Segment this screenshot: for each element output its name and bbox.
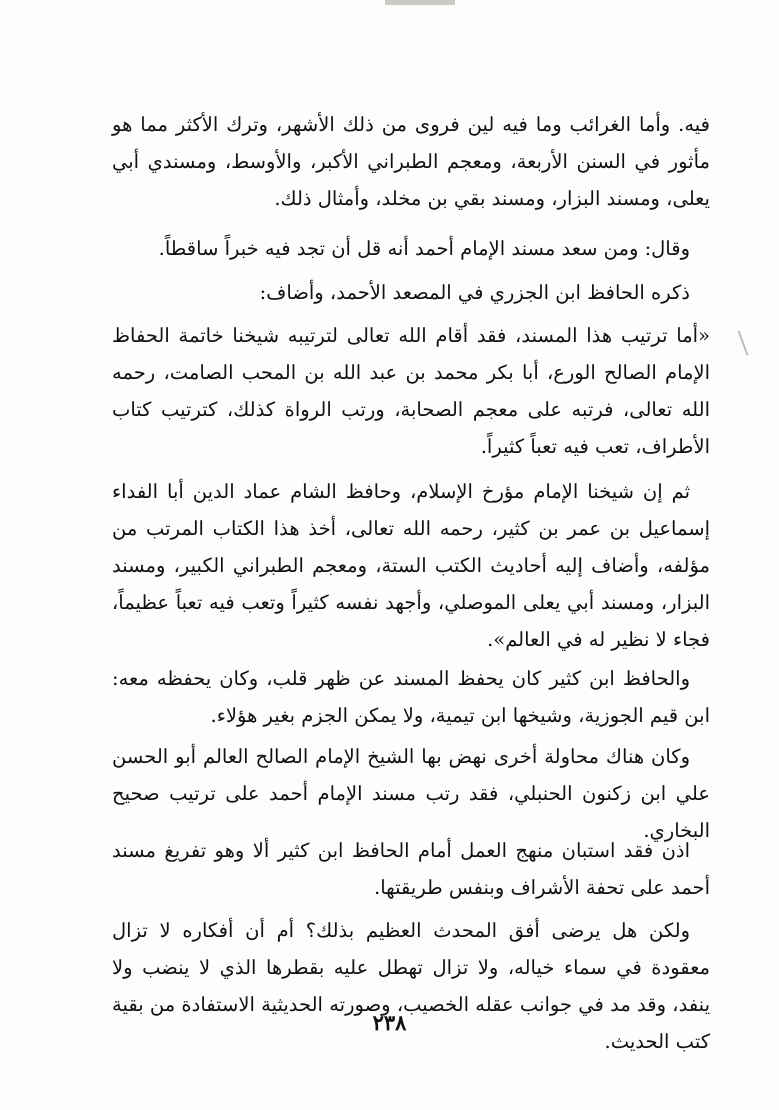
page-number: ٢٣٨ (372, 1010, 407, 1035)
paragraph-9: ولكن هل يرضى أفق المحدث العظيم بذلك؟ أم أن أفكاره لا تزال معقودة في سماء خياله، ولا تزال تهطل عليه بقطرها الذي لا ينضب ولا ينفد، وقد مد في جوانب عقله الخصيب، وصورته الحديثية الاستفادة من بقية كتب الحديث. (112, 918, 710, 1053)
paragraph-6: والحافظ ابن كثير كان يحفظ المسند عن ظهر قلب، وكان يحفظه معه: ابن قيم الجوزية، وشيخها ابن تيمية، ولا يمكن الجزم بغير هؤلاء. (112, 666, 710, 727)
scan-edge-mark (385, 0, 455, 5)
paragraph-5-quote-end: ثم إن شيخنا الإمام مؤرخ الإسلام، وحافظ الشام عماد الدين أبا الفداء إسماعيل بن عمر بن كثير، رحمه الله تعالى، أخذ هذا الكتاب المرتب من مؤلفه، وأضاف إليه أحاديث الكتب الستة، ومعجم الطبراني الكبير، ومسند البزار، ومسند أبي يعلى الموصلي، وأجهد نفسه كثيراً وتعب فيه تعباً عظيماً، فجاء لا نظير له في العالم». (112, 479, 710, 651)
margin-mark (738, 330, 749, 355)
paragraph-2: وقال: ومن سعد مسند الإمام أحمد أنه قل أن تجد فيه خبراً ساقطاً. (158, 236, 690, 260)
paragraph-1: فيه. وأما الغرائب وما فيه لين فروى من ذلك الأشهر، وترك الأكثر مما هو مأثور في السنن الأربعة، ومعجم الطبراني الأكبر، والأوسط، ومسندي أبي يعلى، ومسند البزار، ومسند بقي بن مخلد، وأمثال ذلك. (112, 112, 710, 210)
paragraph-8: اذن فقد استبان منهج العمل أمام الحافظ ابن كثير ألا وهو تفريغ مسند أحمد على تحفة الأشراف وبنفس طريقتها. (112, 838, 710, 899)
paragraph-7: وكان هناك محاولة أخرى نهض بها الشيخ الإمام الصالح العالم أبو الحسن علي ابن زكنون الحنبلي، فقد رتب مسند الإمام أحمد على ترتيب صحيح البخاري. (112, 744, 710, 842)
paragraph-4-quote-start: «أما ترتيب هذا المسند، فقد أقام الله تعالى لترتيبه شيخنا خاتمة الحفاظ الإمام الصالح الورع، أبا بكر محمد بن عبد الله بن المحب الصامت، رحمه الله تعالى، فرتبه على معجم الصحابة، ورتب الرواة كذلك، كترتيب كتاب الأطراف، تعب فيه تعباً كثيراً. (112, 323, 710, 458)
paragraph-3: ذكره الحافظ ابن الجزري في المصعد الأحمد، وأضاف: (259, 280, 690, 304)
